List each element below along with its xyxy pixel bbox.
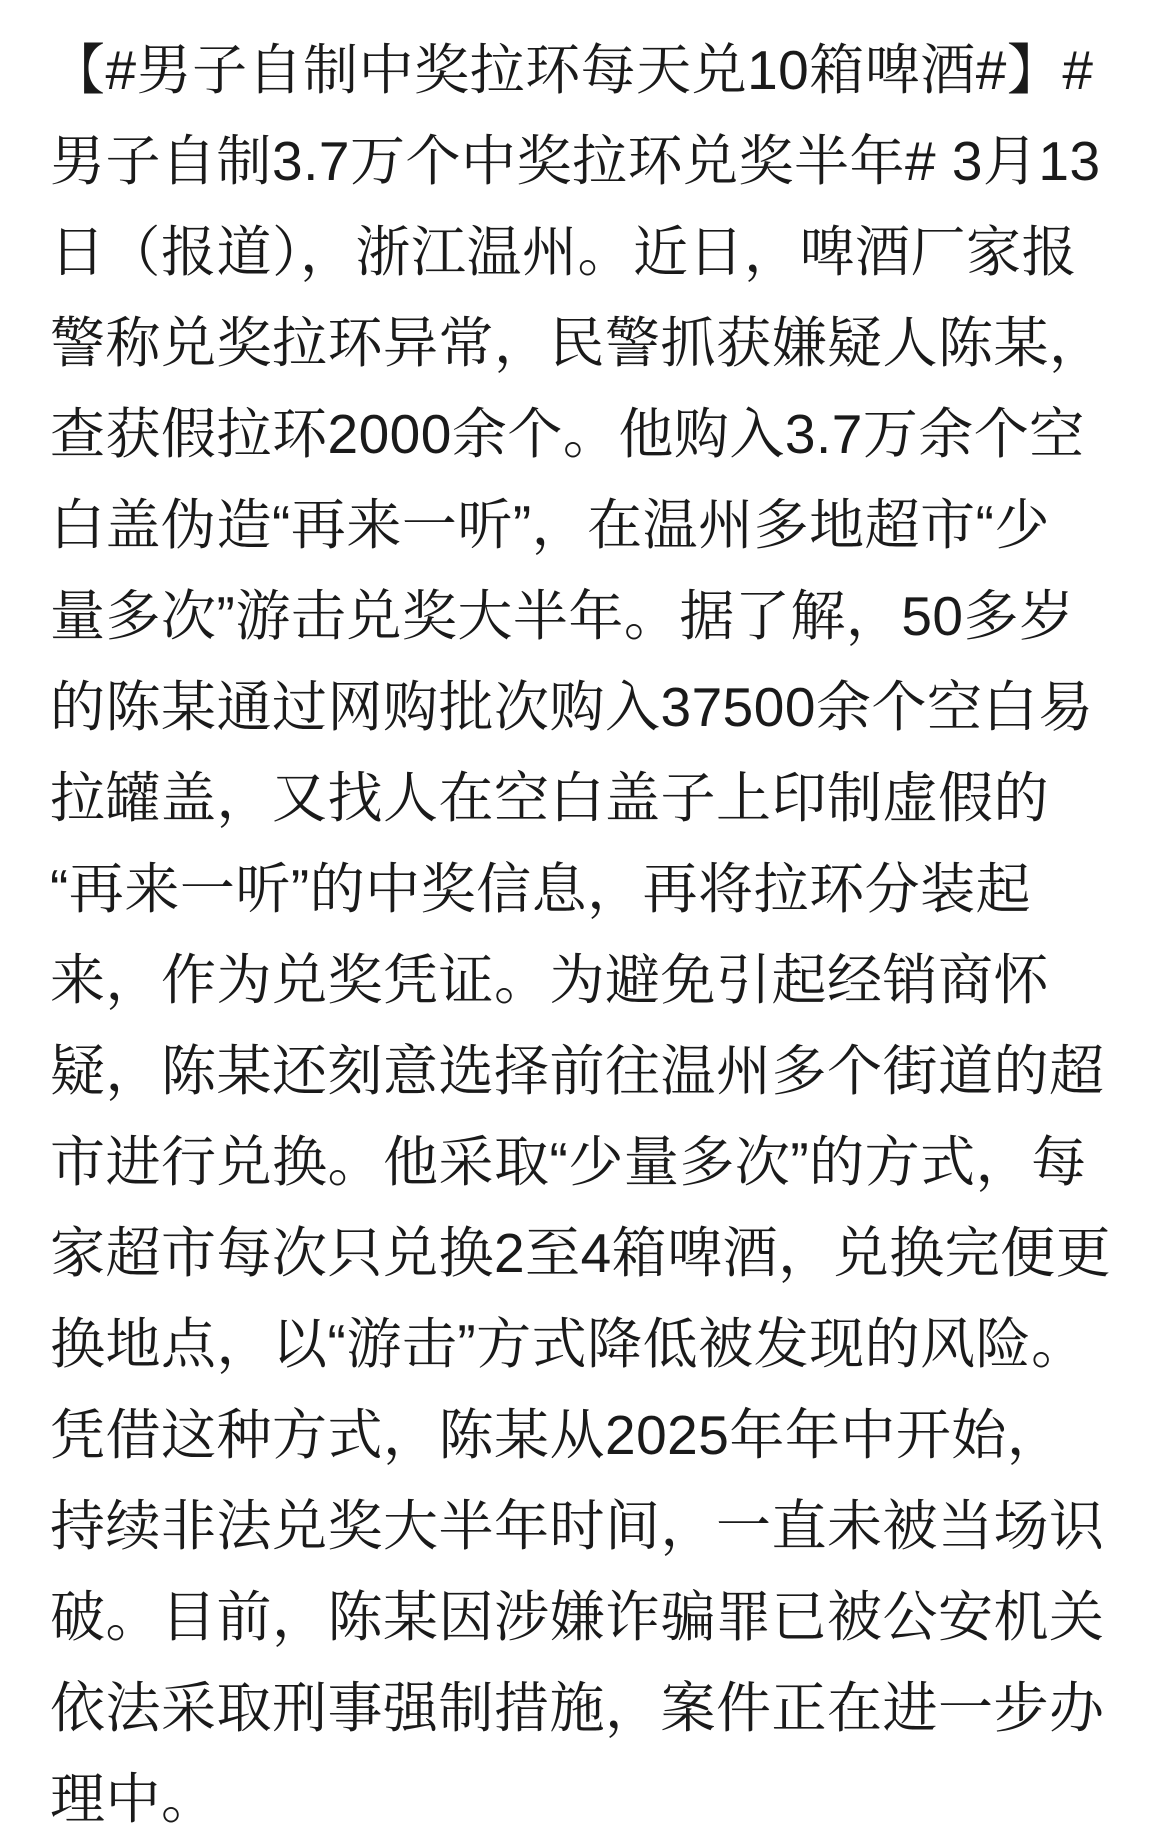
text-line: 日（报道），浙江温州。近日，啤酒厂家报 <box>50 221 1078 283</box>
text-line: 拉罐盖，又找人在空白盖子上印制虚假的 <box>50 767 1050 829</box>
text-line: 警称兑奖拉环异常，民警抓获嫌疑人陈某， <box>50 312 1105 374</box>
text-line: 依法采取刑事强制措施，案件正在进一步办 <box>50 1677 1105 1739</box>
text-line: 疑，陈某还刻意选择前往温州多个街道的超 <box>50 1040 1105 1102</box>
text-line: 理中。 <box>50 1768 217 1830</box>
text-line: 量多次”游击兑奖大半年。据了解，50多岁 <box>50 585 1075 647</box>
text-line: 破。目前，陈某因涉嫌诈骗罪已被公安机关 <box>50 1586 1105 1648</box>
text-line: 的陈某通过网购批次购入37500余个空白易 <box>50 676 1094 738</box>
text-line: 凭借这种方式，陈某从2025年年中开始， <box>50 1404 1063 1466</box>
text-line: 换地点，以“游击”方式降低被发现的风险。 <box>50 1313 1087 1375</box>
text-line: 男子自制3.7万个中奖拉环兑奖半年# 3月13 <box>50 130 1101 192</box>
text-line: 持续非法兑奖大半年时间，一直未被当场识 <box>50 1495 1105 1557</box>
text-line: “再来一听”的中奖信息，再将拉环分装起 <box>50 858 1032 920</box>
text-line: 来，作为兑奖凭证。为避免引起经销商怀 <box>50 949 1050 1011</box>
text-line: 查获假拉环2000余个。他购入3.7万余个空 <box>50 403 1085 465</box>
text-line: 家超市每次只兑换2至4箱啤酒，兑换完便更 <box>50 1222 1112 1284</box>
text-line: 白盖伪造“再来一听”，在温州多地超市“少 <box>50 494 1050 556</box>
text-line: 【#男子自制中奖拉环每天兑10箱啤酒#】# <box>50 39 1094 101</box>
text-line: 市进行兑换。他采取“少量多次”的方式，每 <box>50 1131 1087 1193</box>
